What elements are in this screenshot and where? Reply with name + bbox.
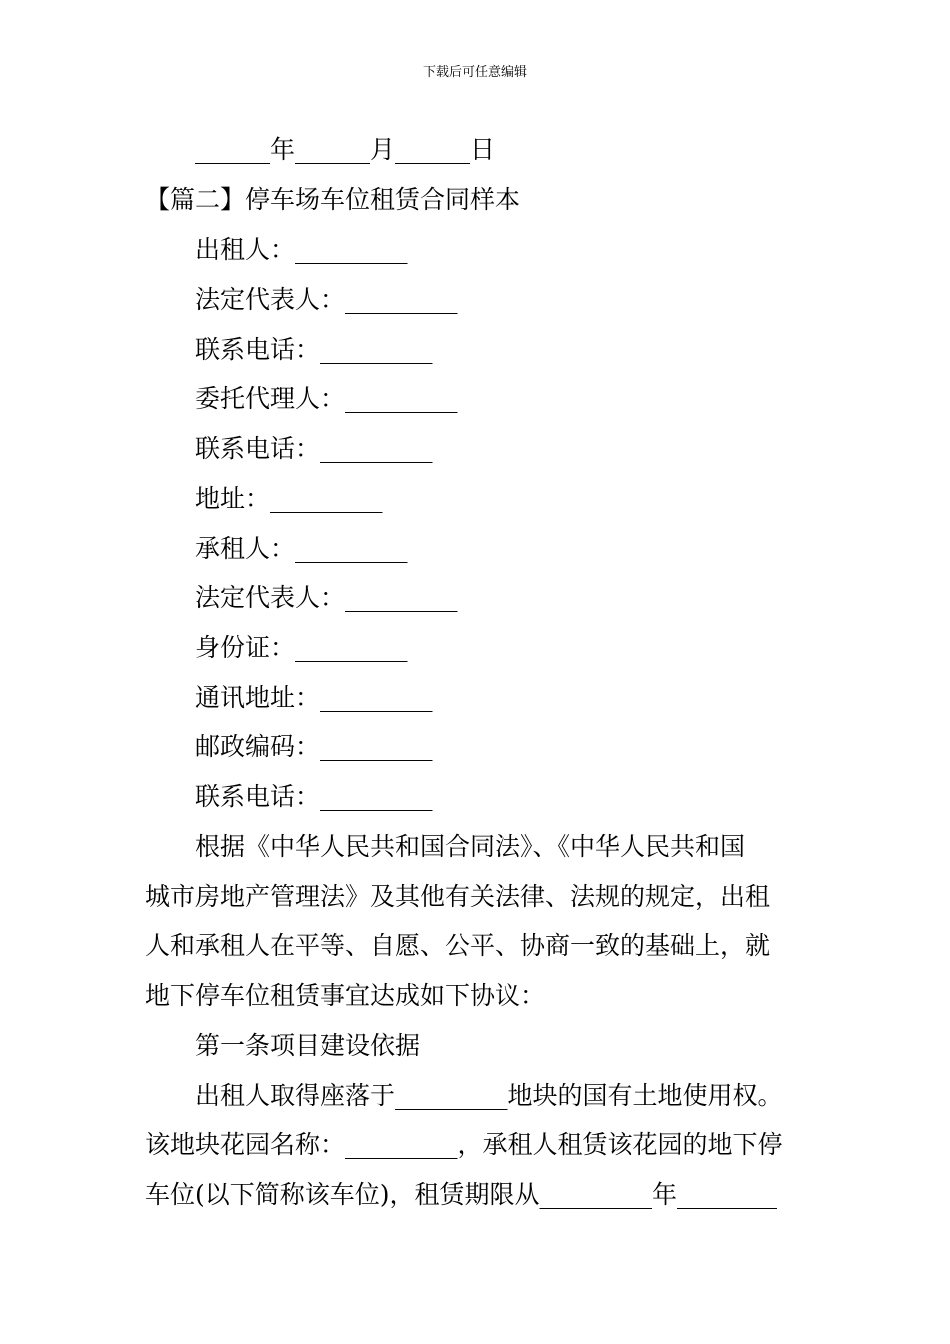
paragraph-line: 人和承租人在平等、自愿、公平、协商一致的基础上，就: [145, 931, 771, 960]
paragraph-line: 车位(以下简称该车位)，租赁期限从_________年________: [145, 1180, 778, 1209]
page-header: 下载后可任意编辑: [422, 65, 527, 80]
postal-code-line: 邮政编码：_________: [195, 732, 433, 761]
address-line: 地址：_________: [195, 484, 383, 513]
lessee-line: 承租人：_________: [195, 534, 408, 563]
lessor-phone-line: 联系电话：_________: [195, 335, 433, 364]
lessor-line: 出租人：_________: [195, 235, 408, 264]
paragraph-line: 城市房地产管理法》及其他有关法律、法规的规定，出租: [145, 882, 771, 911]
id-card-line: 身份证：_________: [195, 633, 408, 662]
agent-phone-line: 联系电话：_________: [195, 434, 433, 463]
lessee-phone-line: 联系电话：_________: [195, 782, 433, 811]
paragraph-line: 地下停车位租赁事宜达成如下协议：: [145, 981, 546, 1010]
section-title: 【篇二】停车场车位租赁合同样本: [145, 185, 521, 214]
paragraph-line: 该地块花园名称：_________，承租人租赁该花园的地下停: [145, 1130, 783, 1159]
paragraph-line: 根据《中华人民共和国合同法》、《中华人民共和国: [195, 832, 746, 861]
lessee-legal-rep-line: 法定代表人：_________: [195, 583, 458, 612]
article-heading: 第一条项目建设依据: [195, 1031, 421, 1060]
mailing-address-line: 通讯地址：_________: [195, 683, 433, 712]
agent-line: 委托代理人：_________: [195, 384, 458, 413]
paragraph-line: 出租人取得座落于_________地块的国有土地使用权。: [195, 1081, 783, 1110]
date-line: ______年______月______日: [195, 135, 496, 164]
lessor-legal-rep-line: 法定代表人：_________: [195, 285, 458, 314]
